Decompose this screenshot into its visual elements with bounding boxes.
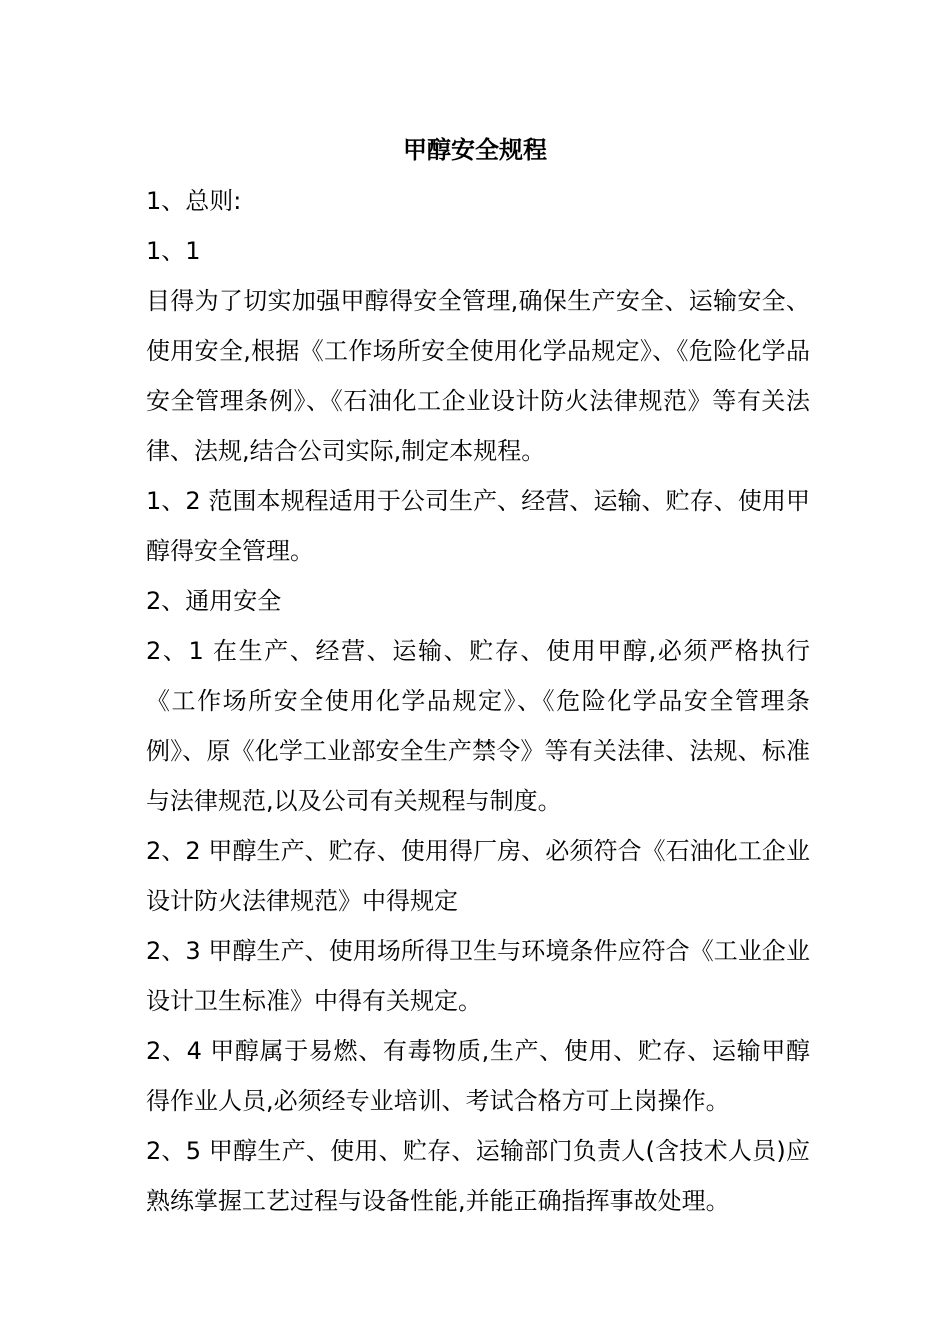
paragraph-clause-2-1: 2、1 在生产、经营、运输、贮存、使用甲醇,必须严格执行《工作场所安全使用化学品规定》、《危险化学品安全管理条例》、原《化学工业部安全生产禁令》等有关法律、法规、标准与法律规范,以及公司有关规程与制度。 <box>146 637 810 815</box>
paragraph-clause-2-4: 2、4 甲醇属于易燃、有毒物质,生产、使用、贮存、运输甲醇得作业人员,必须经专业培训、考试合格方可上岗操作。 <box>146 1037 810 1115</box>
paragraph-clause-2-3: 2、3 甲醇生产、使用场所得卫生与环境条件应符合《工业企业设计卫生标准》中得有关规定。 <box>146 937 810 1015</box>
document-title: 甲醇安全规程 <box>403 136 547 164</box>
paragraph-clause-2-5: 2、5 甲醇生产、使用、贮存、运输部门负责人(含技术人员)应熟练掌握工艺过程与设备性能,并能正确指挥事故处理。 <box>146 1137 810 1215</box>
document-body <box>146 176 810 1226</box>
paragraph-scope: 1、2 范围本规程适用于公司生产、经营、运输、贮存、使用甲醇得安全管理。 <box>146 487 810 565</box>
clause-number-1-1: 1、1 <box>146 237 201 265</box>
paragraph-purpose: 目得为了切实加强甲醇得安全管理,确保生产安全、运输安全、使用安全,根据《工作场所安全使用化学品规定》、《危险化学品安全管理条例》、《石油化工企业设计防火法律规范》等有关法律、法规,结合公司实际,制定本规程。 <box>146 287 810 465</box>
section-heading-general: 1、总则: <box>146 187 242 215</box>
paragraph-clause-2-2: 2、2 甲醇生产、贮存、使用得厂房、必须符合《石油化工企业设计防火法律规范》中得规定 <box>146 837 810 915</box>
section-heading-general-safety: 2、通用安全 <box>146 587 282 615</box>
